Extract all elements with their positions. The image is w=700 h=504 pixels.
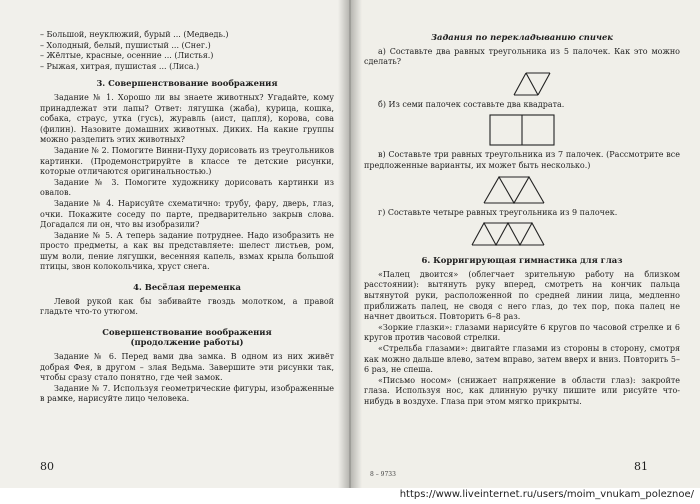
right-page [354,0,700,490]
section-4-title: 4. Весёлая переменка [133,282,241,293]
task-1: Задание № 1. Хорошо ли вы знаете животных? Угадайте, кому принадлежат эти лапы? Ответ: лягушка (жаба), курица, кошка, собака, страус, утка (гусь), журавль (аист, цапля), корова, сова (филин). Назовите домашних животных. Диких. На какие группы можно разделить этих животных? [40,92,334,145]
section-6-title: 6. Корригирующая гимнастика для глаз [421,255,623,266]
match-sticks-c [484,177,544,203]
figure-four-triangles [364,221,680,247]
riddle-1: – Большой, неуклюжий, бурый ... (Медведь.) [40,30,229,39]
task-7: Задание № 7. Используя геометрические фигуры, изображенные в рамке, нарисуйте лицо человека. [40,383,334,404]
match-sticks-d [472,223,544,245]
task-a: а) Составьте два равных треугольника из 5 палочек. Как это можно сделать? [364,46,680,67]
task-b: б) Из семи палочек составьте два квадрата. [378,99,565,109]
page-number-right: 81 [634,460,648,473]
section-3-title: 3. Совершенствование воображения [96,78,278,89]
task-d: г) Составьте четыре равных треугольника из 9 палочек. [378,207,618,217]
figure-two-triangles [364,71,680,97]
exercise-1: «Палец двоится» (облегчает зрительную работу на близком расстоянии): вытянуть руку вперед, смотреть на кончик пальца вытянутой руки, расположенной по средней линии лица, медленно приближать палец, не сводя с него глаз, до тех пор, пока палец не начнет двоиться. Повторить 6–8 раз. [364,269,680,322]
figure-two-squares [364,113,680,147]
task-6: Задание № 6. Перед вами два замка. В одном из них живёт добрая Фея, в другом – злая Ведьма. Завершите эти рисунки так, чтобы сразу стало понятно, где чей замок. [40,352,334,383]
task-5: Задание № 5. А теперь задание потруднее. Надо изобразить не просто предметы, а как вы представляете: шелест листьев, ром, шум воли, пение лягушки, весенняя капель, взмах крыла большой птицы, звон колокольчика, хруст снега. [40,230,334,272]
break-text: Левой рукой как бы забивайте гвоздь молотком, а правой гладьте что-то утюгом. [40,296,334,317]
exercise-2: «Зоркие глазки»: глазами нарисуйте 6 кругов по часовой стрелке и 6 кругов против часовой стрелки. [364,322,680,343]
riddle-4: – Рыжая, хитрая, пушистая ... (Лиса.) [40,61,200,71]
match-sticks-b [490,115,554,145]
task-c: в) Составьте три равных треугольника из 7 палочек. (Рассмотрите все предложенные варианты, их может быть несколько.) [364,150,680,170]
matches-title: Задания по перекладыванию спичек [431,32,613,42]
left-page [0,0,346,490]
riddle-2: – Холодный, белый, пушистый ... (Снег.) [40,40,211,50]
figure-three-triangles [364,175,680,205]
task-2: Задание № 2. Помогите Винни-Пуху дорисовать из треугольников картинки. (Продемонстрируйте в классе те детские рисунки, которые отличаются оригинальностью.) [40,145,334,177]
exercise-3: «Стрельба глазами»: двигайте глазами из стороны в сторону, смотря как можно дальше влево, затем вправо, затем вверх и вниз. Повторить 5–6 раз, не спеша. [364,343,680,375]
page-number-left: 80 [40,460,54,473]
match-sticks-a [514,73,550,95]
watermark-url: https://www.liveinternet.ru/users/moim_vnukam_poleznoe/ [399,489,694,500]
print-signature: 8 – 9733 [370,471,396,478]
riddle-3: – Жёлтые, красные, осенние ... (Листья.) [40,51,214,61]
task-3: Задание № 3. Помогите художнику дорисовать картинки из овалов. [40,177,334,198]
task-4: Задание № 4. Нарисуйте схематично: трубу, фару, дверь, глаз, очки. Покажите соседу по парте, предварительно закрыв слова. Догадался ли он, что вы изобразили? [40,198,334,230]
exercise-4: «Письмо носом» (снижает напряжение в области глаз): закройте глаза. Используя нос, как длинную ручку пишите или рисуйте что-нибудь в воздухе. Глаза при этом мягко прикрыты. [364,375,680,406]
book-gutter [338,0,362,490]
section-continued-title: Совершенствование воображения [102,326,272,337]
section-continued-subtitle: (продолжение работы) [130,337,244,348]
